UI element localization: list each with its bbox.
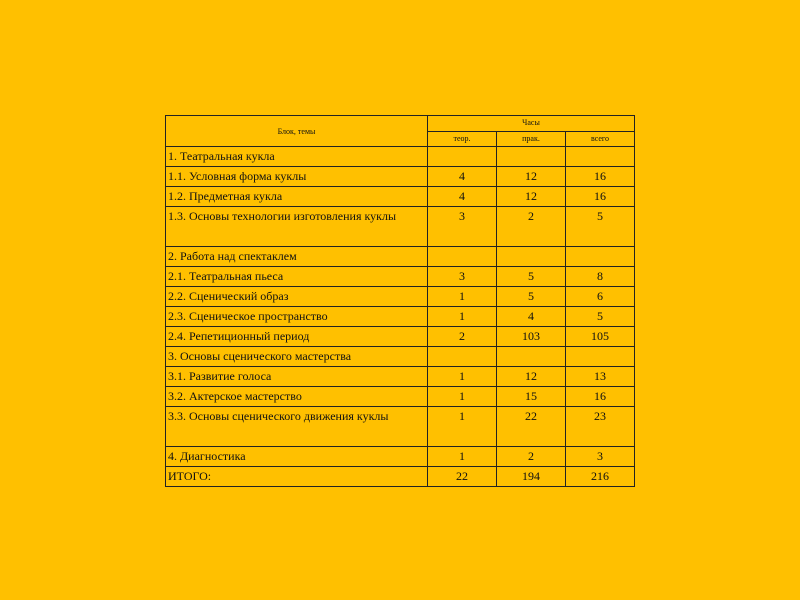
theory-cell: 1 bbox=[428, 447, 497, 467]
practice-cell: 2 bbox=[497, 207, 566, 247]
total-cell: 6 bbox=[566, 287, 635, 307]
table-row bbox=[166, 287, 635, 307]
table-row bbox=[166, 367, 635, 387]
theory-cell: 1 bbox=[428, 367, 497, 387]
practice-cell: 4 bbox=[497, 307, 566, 327]
practice-cell: 12 bbox=[497, 187, 566, 207]
topic-cell: 3. Основы сценического мастерства bbox=[166, 347, 428, 367]
theory-cell bbox=[428, 347, 497, 367]
topic-cell: 4. Диагностика bbox=[166, 447, 428, 467]
table-row bbox=[166, 307, 635, 327]
total-cell: 216 bbox=[566, 467, 635, 487]
topic-cell: 2.3. Сценическое пространство bbox=[166, 307, 428, 327]
theory-cell: 1 bbox=[428, 307, 497, 327]
table-row bbox=[166, 207, 635, 247]
practice-cell: 15 bbox=[497, 387, 566, 407]
total-cell: 16 bbox=[566, 167, 635, 187]
header-total: всего bbox=[566, 131, 635, 147]
practice-cell: 5 bbox=[497, 287, 566, 307]
total-cell: 16 bbox=[566, 387, 635, 407]
topic-cell: 3.3. Основы сценического движения куклы bbox=[166, 407, 428, 447]
theory-cell bbox=[428, 147, 497, 167]
theory-cell: 4 bbox=[428, 167, 497, 187]
header-theory: теор. bbox=[428, 131, 497, 147]
theory-cell: 3 bbox=[428, 267, 497, 287]
table-row bbox=[166, 327, 635, 347]
theory-cell: 4 bbox=[428, 187, 497, 207]
curriculum-table bbox=[165, 115, 635, 487]
table-row bbox=[166, 347, 635, 367]
curriculum-table-container bbox=[165, 115, 635, 487]
table-row bbox=[166, 167, 635, 187]
total-cell: 13 bbox=[566, 367, 635, 387]
total-cell bbox=[566, 247, 635, 267]
table-row bbox=[166, 267, 635, 287]
total-cell: 105 bbox=[566, 327, 635, 347]
table-row bbox=[166, 387, 635, 407]
theory-cell: 1 bbox=[428, 287, 497, 307]
topic-cell: 3.2. Актерское мастерство bbox=[166, 387, 428, 407]
total-cell bbox=[566, 347, 635, 367]
total-cell: 3 bbox=[566, 447, 635, 467]
practice-cell: 12 bbox=[497, 367, 566, 387]
total-row bbox=[166, 467, 635, 487]
theory-cell: 22 bbox=[428, 467, 497, 487]
total-cell: 23 bbox=[566, 407, 635, 447]
theory-cell bbox=[428, 247, 497, 267]
topic-cell: 2.2. Сценический образ bbox=[166, 287, 428, 307]
topic-cell: 1.2. Предметная кукла bbox=[166, 187, 428, 207]
practice-cell bbox=[497, 347, 566, 367]
practice-cell: 2 bbox=[497, 447, 566, 467]
table-row bbox=[166, 187, 635, 207]
table-row bbox=[166, 447, 635, 467]
topic-cell: 1.1. Условная форма куклы bbox=[166, 167, 428, 187]
topic-cell: 3.1. Развитие голоса bbox=[166, 367, 428, 387]
topic-cell: 2. Работа над спектаклем bbox=[166, 247, 428, 267]
practice-cell: 5 bbox=[497, 267, 566, 287]
table-row bbox=[166, 147, 635, 167]
total-cell: 5 bbox=[566, 207, 635, 247]
practice-cell bbox=[497, 147, 566, 167]
total-cell: 8 bbox=[566, 267, 635, 287]
topic-cell: 2.1. Театральная пьеса bbox=[166, 267, 428, 287]
topic-cell: 1.3. Основы технологии изготовления куклы bbox=[166, 207, 428, 247]
table-row bbox=[166, 247, 635, 267]
header-practice: прак. bbox=[497, 131, 566, 147]
practice-cell: 103 bbox=[497, 327, 566, 347]
total-cell bbox=[566, 147, 635, 167]
header-hours: Часы bbox=[428, 116, 635, 132]
practice-cell: 22 bbox=[497, 407, 566, 447]
practice-cell bbox=[497, 247, 566, 267]
total-cell: 5 bbox=[566, 307, 635, 327]
theory-cell: 1 bbox=[428, 407, 497, 447]
theory-cell: 2 bbox=[428, 327, 497, 347]
topic-cell: 2.4. Репетиционный период bbox=[166, 327, 428, 347]
theory-cell: 3 bbox=[428, 207, 497, 247]
theory-cell: 1 bbox=[428, 387, 497, 407]
practice-cell: 12 bbox=[497, 167, 566, 187]
header-topic: Блок, темы bbox=[166, 116, 428, 147]
practice-cell: 194 bbox=[497, 467, 566, 487]
table-row bbox=[166, 407, 635, 447]
topic-cell: 1. Театральная кукла bbox=[166, 147, 428, 167]
total-cell: 16 bbox=[566, 187, 635, 207]
total-label-cell: ИТОГО: bbox=[166, 467, 428, 487]
